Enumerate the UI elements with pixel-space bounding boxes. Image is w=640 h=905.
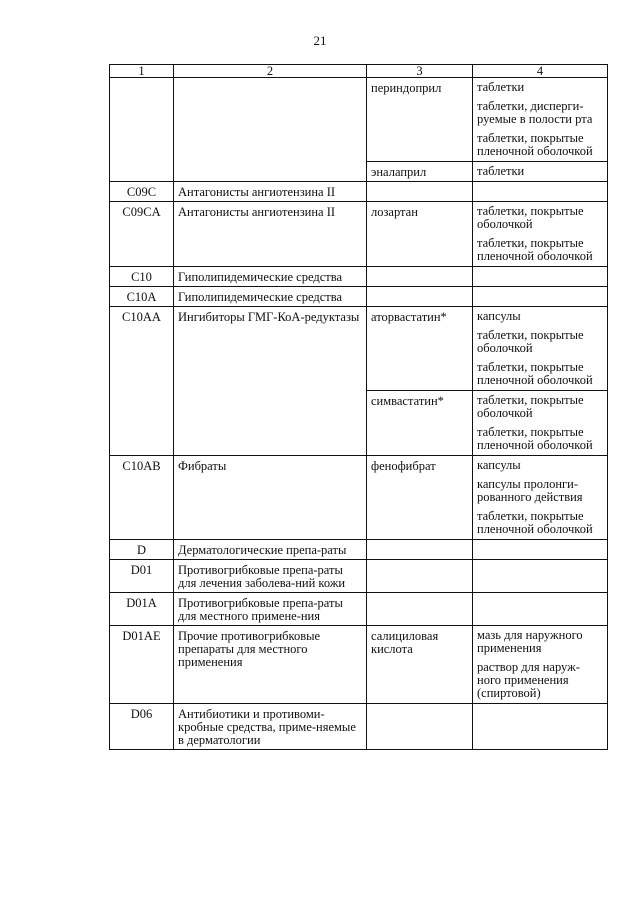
table-row: [110, 287, 608, 307]
dosage-forms-cell: [473, 78, 608, 162]
drug-list-table: [109, 64, 608, 750]
group-name-cell: Гиполипидемические средства: [174, 287, 367, 307]
table-row: [110, 307, 608, 391]
atc-code-cell: C10AA: [110, 307, 174, 456]
dosage-form: капсулы: [477, 458, 521, 472]
table-row: [110, 456, 608, 540]
drug-name-cell: фенофибрат: [367, 456, 473, 540]
drug-name-cell: [367, 287, 473, 307]
dosage-forms-cell: [473, 704, 608, 750]
atc-code-cell: D01: [110, 560, 174, 593]
group-name-cell: Гиполипидемические средства: [174, 267, 367, 287]
atc-code-cell: C10A: [110, 287, 174, 307]
table-row: [110, 78, 608, 162]
group-name-cell: Антагонисты ангиотензина II: [174, 182, 367, 202]
dosage-form: таблетки, покрытые пленочной оболочкой: [477, 236, 593, 263]
table-row: [110, 182, 608, 202]
atc-code-cell: D01AE: [110, 626, 174, 704]
dosage-forms-cell: [473, 593, 608, 626]
dosage-forms-cell: [473, 202, 608, 267]
drug-name-cell: [367, 540, 473, 560]
dosage-form: раствор для наруж-ного применения (спиртовой): [477, 660, 580, 700]
dosage-forms-cell: [473, 307, 608, 391]
drug-name-cell: салициловая кислота: [367, 626, 473, 704]
atc-code-cell: D06: [110, 704, 174, 750]
dosage-form: таблетки, покрытые пленочной оболочкой: [477, 425, 593, 452]
table-header-row: [110, 65, 608, 78]
atc-code-cell: C10AB: [110, 456, 174, 540]
dosage-forms-cell: [473, 267, 608, 287]
drug-name-cell: лозартан: [367, 202, 473, 267]
table-row: [110, 267, 608, 287]
table-row: [110, 202, 608, 267]
column-header-1: 1: [110, 65, 174, 78]
dosage-form: таблетки, покрытые пленочной оболочкой: [477, 360, 593, 387]
atc-code-cell: C10: [110, 267, 174, 287]
drug-name-cell: аторвастатин*: [367, 307, 473, 391]
atc-code-cell: D01A: [110, 593, 174, 626]
atc-code-cell: [110, 78, 174, 182]
drug-name-cell: [367, 182, 473, 202]
drug-name-cell: [367, 267, 473, 287]
dosage-forms-cell: [473, 456, 608, 540]
dosage-form: таблетки, покрытые пленочной оболочкой: [477, 509, 593, 536]
dosage-forms-cell: [473, 540, 608, 560]
dosage-form: таблетки: [477, 164, 525, 178]
dosage-forms-cell: [473, 182, 608, 202]
dosage-forms-cell: [473, 162, 608, 182]
dosage-form: капсулы: [477, 309, 521, 323]
drug-name-cell: симвастатин*: [367, 391, 473, 456]
table-row: [110, 626, 608, 704]
dosage-forms-cell: [473, 391, 608, 456]
group-name-cell: Фибраты: [174, 456, 367, 540]
group-name-cell: Противогрибковые препа-раты для местного примене-ния: [174, 593, 367, 626]
dosage-form: таблетки, покрытые пленочной оболочкой: [477, 131, 593, 158]
page-number: 21: [313, 33, 327, 48]
table-row: [110, 540, 608, 560]
dosage-form: таблетки, дисперги-руемые в полости рта: [477, 99, 593, 126]
column-header-2: 2: [174, 65, 367, 78]
drug-name-cell: [367, 560, 473, 593]
dosage-form: мазь для наружного применения: [477, 628, 583, 655]
dosage-form: капсулы пролонги-рованного действия: [477, 477, 583, 504]
dosage-form: таблетки, покрытые оболочкой: [477, 204, 584, 231]
dosage-form: таблетки, покрытые оболочкой: [477, 393, 584, 420]
group-name-cell: Ингибиторы ГМГ-КоА-редуктазы: [174, 307, 367, 456]
dosage-forms-cell: [473, 287, 608, 307]
group-name-cell: Дерматологические препа-раты: [174, 540, 367, 560]
dosage-forms-cell: [473, 560, 608, 593]
dosage-forms-cell: [473, 626, 608, 704]
atc-code-cell: C09C: [110, 182, 174, 202]
column-header-4: 4: [473, 65, 608, 78]
group-name-cell: Противогрибковые препа-раты для лечения заболева-ний кожи: [174, 560, 367, 593]
group-name-cell: [174, 78, 367, 182]
drug-name-cell: [367, 593, 473, 626]
group-name-cell: Прочие противогрибковые препараты для местного применения: [174, 626, 367, 704]
table-row: [110, 560, 608, 593]
column-header-3: 3: [367, 65, 473, 78]
drug-name-cell: [367, 704, 473, 750]
atc-code-cell: C09CA: [110, 202, 174, 267]
dosage-form: таблетки: [477, 80, 525, 94]
table-row: [110, 704, 608, 750]
drug-name-cell: периндоприл: [367, 78, 473, 162]
group-name-cell: Антибиотики и противоми-кробные средства, приме-няемые в дерматологии: [174, 704, 367, 750]
dosage-form: таблетки, покрытые оболочкой: [477, 328, 584, 355]
atc-code-cell: D: [110, 540, 174, 560]
group-name-cell: Антагонисты ангиотензина II: [174, 202, 367, 267]
table-row: [110, 593, 608, 626]
drug-name-cell: эналаприл: [367, 162, 473, 182]
